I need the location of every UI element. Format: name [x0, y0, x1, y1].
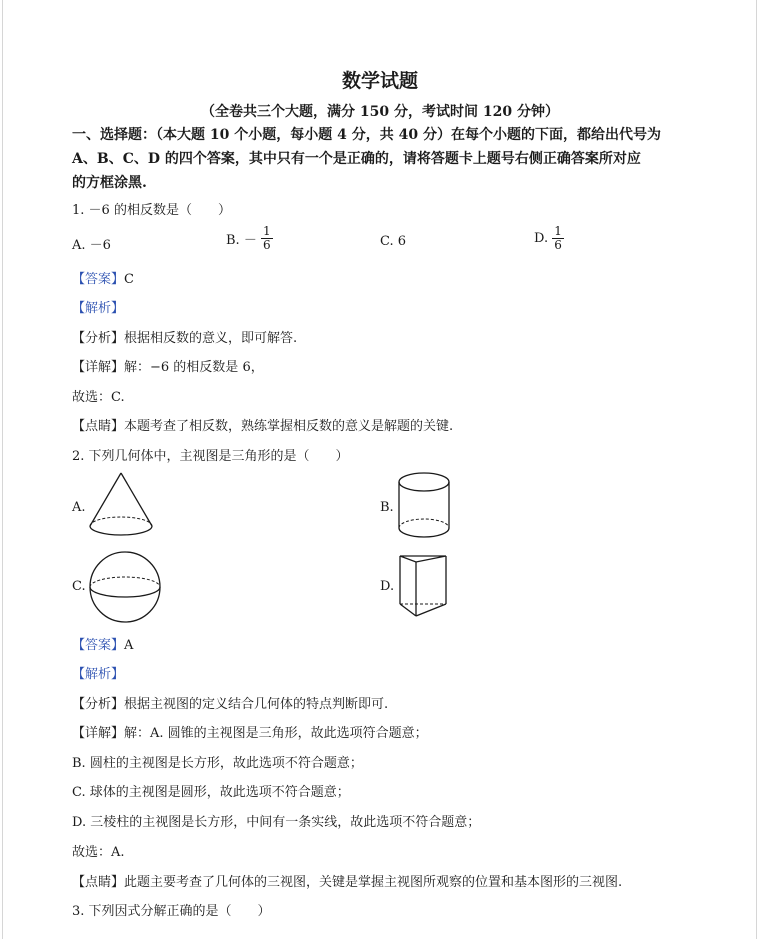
q1-stem: 1. －6 的相反数是（ ） [72, 203, 231, 218]
page-edge-left [2, 0, 3, 939]
q1-guxuan: 故选：C. [72, 390, 125, 405]
q2-answer-value: A [124, 638, 134, 653]
cylinder-icon [394, 470, 454, 542]
q1-option-d-denominator: 6 [554, 238, 562, 252]
q1-option-b-fraction [261, 225, 273, 252]
q2-analysis-tag: 【解析】 [72, 667, 125, 682]
q2-xiangjie-tag: 【详解】 [72, 726, 125, 741]
q2-option-c-label: C. [72, 579, 86, 594]
q2-dianjing [72, 871, 622, 890]
q1-dianjing-tag: 【点睛】 [72, 419, 125, 434]
q2-detail-b: B. 圆柱的主视图是长方形，故此选项不符合题意； [72, 756, 363, 771]
cone-icon [86, 470, 156, 542]
q1-xiangjie-text: 解：−6 的相反数是 6， [124, 360, 264, 375]
q2-dianjing-text: 此题主要考查了几何体的三视图，关键是掌握主视图所观察的位置和基本图形的三视图. [124, 875, 623, 890]
q1-dianjing-text: 本题考查了相反数，熟练掌握相反数的意义是解题的关键. [124, 419, 454, 434]
q1-dianjing [72, 415, 453, 434]
q2-stem: 2. 下列几何体中，主视图是三角形的是（ ） [72, 449, 349, 464]
q3-stem: 3. 下列因式分解正确的是（ ） [72, 904, 271, 919]
q2-guxuan: 故选：A. [72, 845, 125, 860]
q2-option-d-label: D. [380, 579, 395, 594]
q2-answer-tag: 【答案】 [72, 638, 125, 653]
q1-option-c: C. 6 [380, 234, 407, 249]
q1-fenxi [72, 327, 297, 346]
q1-analysis-tag: 【解析】 [72, 301, 125, 316]
q2-xiangjie [72, 722, 428, 741]
q2-detail-d: D. 三棱柱的主视图是长方形，中间有一条实线，故此选项不符合题意； [72, 815, 481, 830]
sphere-icon [86, 549, 164, 625]
q2-detail-c: C. 球体的主视图是圆形，故此选项不符合题意； [72, 785, 350, 800]
q2-xiangjie-text: 解：A. 圆锥的主视图是三角形，故此选项符合题意； [124, 726, 428, 741]
q2-analysis [72, 663, 124, 682]
triangular-prism-icon [396, 550, 450, 620]
q1-option-b-denominator: 6 [262, 238, 271, 252]
q2-dianjing-tag: 【点睛】 [72, 875, 125, 890]
section1-line-3: 的方框涂黑. [72, 175, 147, 191]
q1-option-d [534, 225, 564, 252]
section1-line-2: A、B、C、D 的四个答案，其中只有一个是正确的，请将答题卡上题号右侧正确答案所对应 [72, 151, 641, 167]
q1-answer-tag: 【答案】 [72, 272, 125, 287]
q1-fenxi-tag: 【分析】 [72, 331, 125, 346]
page-subtitle: （全卷共三个大题，满分 150 分，考试时间 120 分钟） [201, 104, 559, 120]
q2-option-b-label: B. [380, 500, 394, 515]
section1-line-1: 一、选择题：（本大题 10 个小题，每小题 4 分，共 40 分）在每个小题的下面，都给出代号为 [72, 127, 661, 143]
q2-option-a-label: A. [72, 500, 86, 515]
q1-answer [72, 268, 134, 287]
q2-fenxi [72, 693, 388, 712]
q2-fenxi-text: 根据主视图的定义结合几何体的特点判断即可. [124, 697, 389, 712]
q1-option-a: A. －6 [72, 238, 111, 253]
q2-answer [72, 634, 133, 653]
q1-option-b-label: B. － [226, 233, 257, 248]
page-edge-right [756, 0, 757, 939]
q1-analysis [72, 297, 124, 316]
q1-option-b [226, 225, 273, 252]
q1-option-b-numerator: 1 [262, 224, 271, 238]
q1-option-d-numerator: 1 [554, 224, 562, 238]
page-title: 数学试题 [341, 70, 418, 92]
q1-fenxi-text: 根据相反数的意义，即可解答. [124, 331, 298, 346]
q1-option-d-label: D. [534, 231, 549, 246]
q1-option-d-fraction [552, 225, 564, 252]
q1-answer-value: C [124, 272, 134, 287]
q1-xiangjie [72, 356, 264, 375]
q2-fenxi-tag: 【分析】 [72, 697, 125, 712]
q1-xiangjie-tag: 【详解】 [72, 360, 125, 375]
